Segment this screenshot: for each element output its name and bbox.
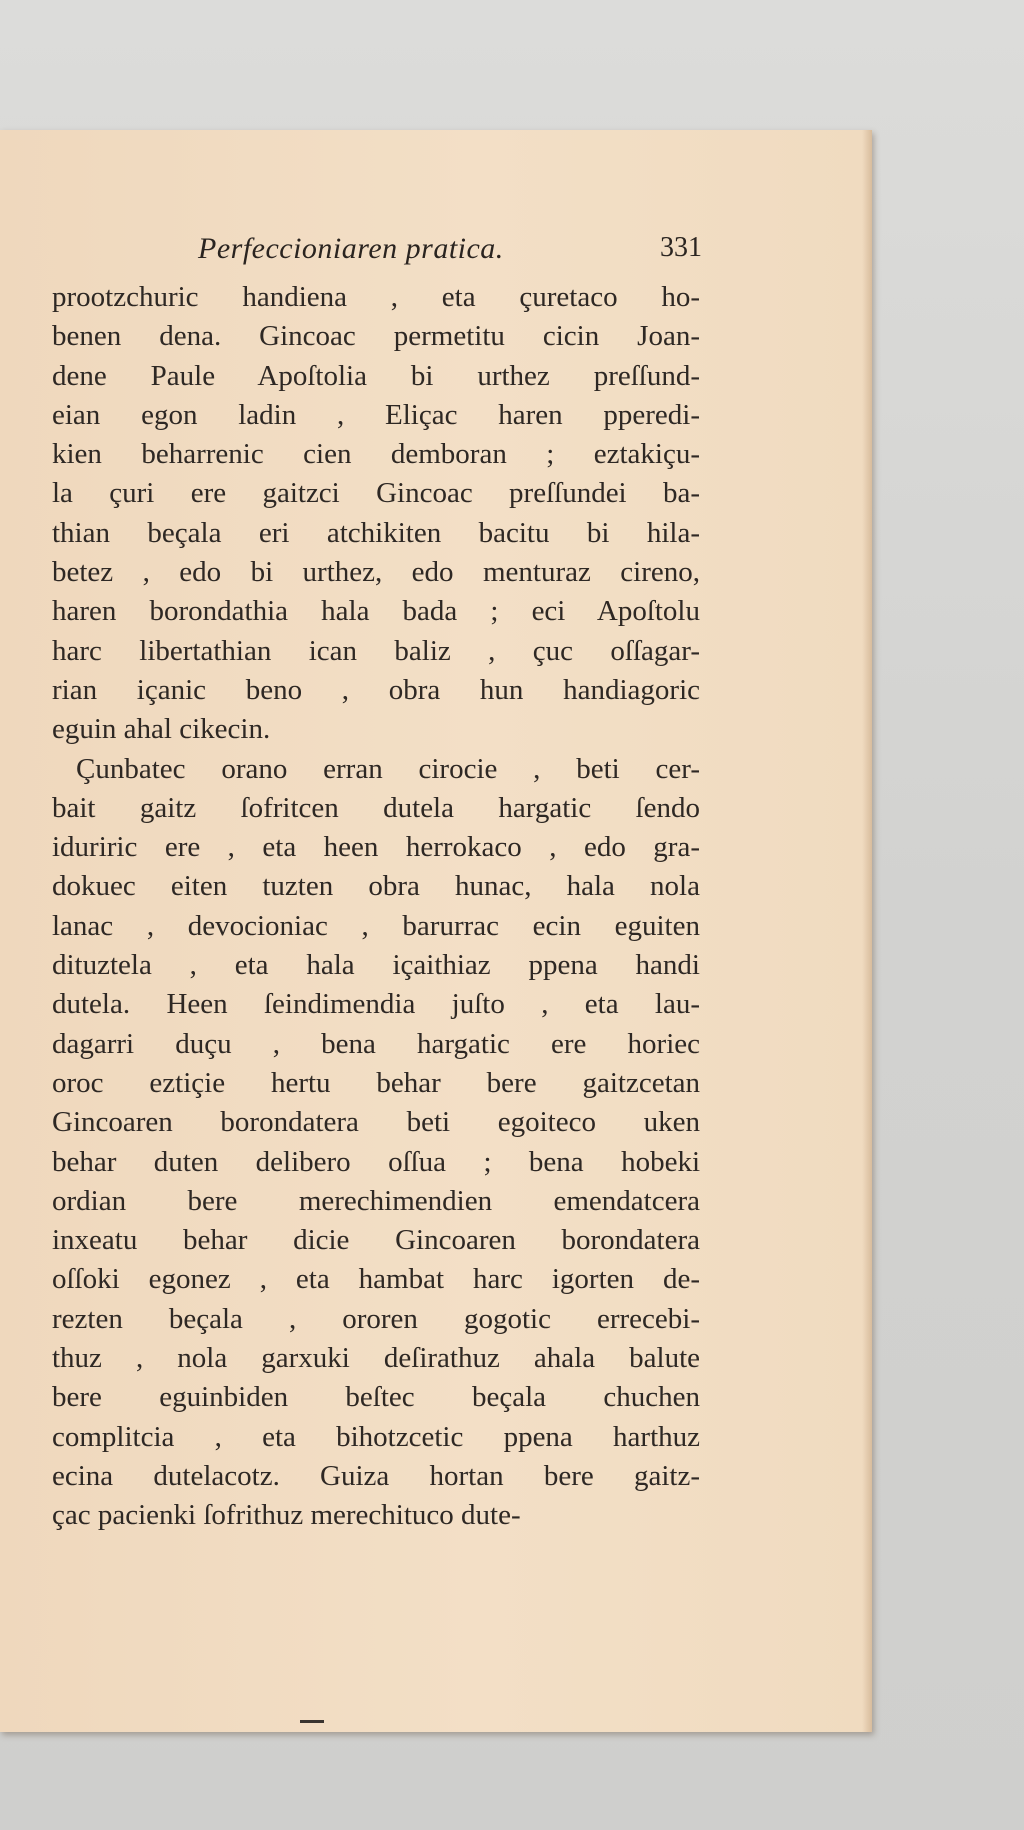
book-page: [0, 130, 872, 1732]
text-line: la çuri ere gaitzci Gincoac preſſundei ba-: [52, 477, 700, 510]
text-line: lanac , devocioniac , barurrac ecin eguiten: [52, 909, 700, 942]
text-line: prootzchuric handiena , eta çuretaco ho-: [52, 281, 700, 313]
text-line: rezten beçala , ororen gogotic errecebi-: [52, 1302, 700, 1335]
running-head-title: Perfeccioniaren pratica.: [198, 232, 504, 265]
text-line: betez , edo bi urthez, edo menturaz cireno,: [52, 556, 700, 589]
page-number: 331: [660, 232, 702, 263]
text-line: ecina dutelacotz. Guiza hortan bere gaitz-: [52, 1459, 700, 1492]
text-line: complitcia , eta bihotzcetic ppena harthuz: [52, 1420, 700, 1453]
text-line: eian egon ladin , Eliçac haren pperedi-: [52, 398, 700, 431]
text-line: kien beharrenic cien demboran ; eztakiçu-: [52, 438, 700, 471]
text-line: harc libertathian ican baliz , çuc oſſagar-: [52, 634, 700, 667]
text-line: Gincoaren borondatera beti egoiteco uken: [52, 1106, 700, 1139]
text-line: dokuec eiten tuzten obra hunac, hala nola: [52, 870, 700, 903]
text-line: thian beçala eri atchikiten bacitu bi hila-: [52, 516, 700, 549]
text-line: dene Paule Apoſtolia bi urthez preſſund-: [52, 359, 700, 392]
text-line: dituztela , eta hala içaithiaz ppena handi: [52, 949, 700, 982]
text-line: iduriric ere , eta heen herrokaco , edo gra-: [52, 831, 700, 864]
text-line: ordian bere merechimendien emendatcera: [52, 1184, 700, 1217]
running-head: [52, 232, 702, 272]
text-line: bere eguinbiden beſtec beçala chuchen: [52, 1381, 700, 1414]
printer-mark: [300, 1720, 324, 1723]
text-line: eguin ahal cikecin.: [52, 713, 271, 746]
text-line: rian içanic beno , obra hun handiagoric: [52, 673, 700, 706]
text-line: behar duten delibero oſſua ; bena hobeki: [52, 1145, 700, 1178]
text-line: oroc eztiçie hertu behar bere gaitzcetan: [52, 1066, 700, 1099]
body-text: [52, 278, 700, 1536]
text-line: haren borondathia hala bada ; eci Apoſtolu: [52, 595, 700, 628]
text-line: çac pacienki ſofrithuz merechituco dute-: [52, 1499, 521, 1532]
text-line: dagarri duçu , bena hargatic ere horiec: [52, 1027, 700, 1060]
text-line: Çunbatec orano erran cirocie , beti cer-: [76, 752, 700, 785]
text-line: thuz , nola garxuki deſirathuz ahala balute: [52, 1342, 700, 1375]
text-line: benen dena. Gincoac permetitu cicin Joan-: [52, 320, 700, 353]
text-line: oſſoki egonez , eta hambat harc igorten de-: [52, 1263, 700, 1296]
text-line: dutela. Heen ſeindimendia juſto , eta lau-: [52, 988, 700, 1021]
text-line: inxeatu behar dicie Gincoaren borondatera: [52, 1224, 700, 1257]
text-line: bait gaitz ſofritcen dutela hargatic ſendo: [52, 791, 700, 824]
